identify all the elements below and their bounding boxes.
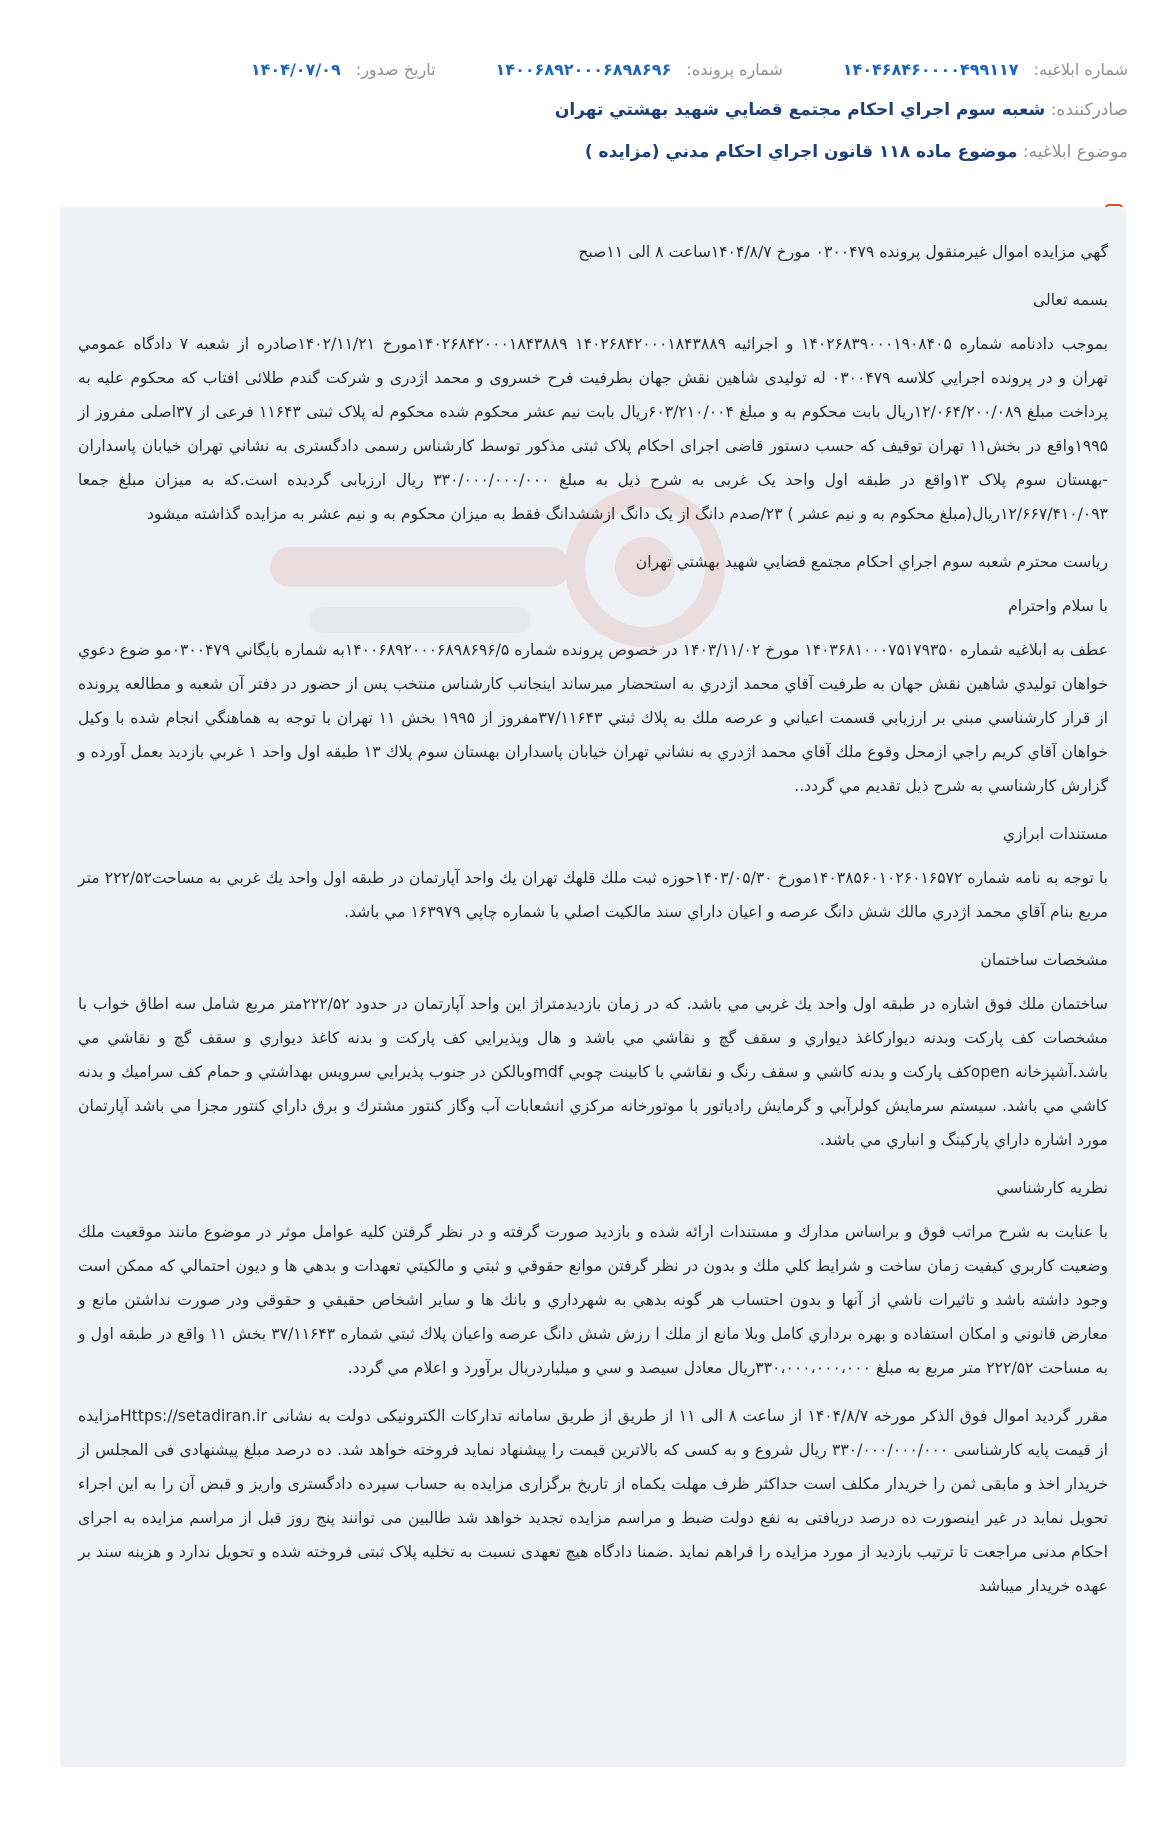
notice-body — [60, 207, 1126, 1767]
heading-expert-opinion: نظريه كارشناسي — [996, 1179, 1108, 1197]
paragraph-expert-opinion: با عنايت به شرح مراتب فوق و براساس مدارك و مستندات ارائه شده و بازديد صورت گرفته و در نظر گرفتن كليه عوامل موثر در موضوع مانند موقعيت ملك وضعيت كاربري كيفيت زمان ساخت و شرايط كلي ملك و بدون در نظر گرفتن موانع حقوقي و ثبتي و مالكيتي تعهدات و بدهي ها و ديون احتمالي كه ممكن است وجود داشته باشد و تاثيرات ناشي از آنها و بدون احتساب هر گونه بدهي به شهرداري و بانك ها و ساير اشخاص حقيقي و حقوقي ودر صورت نداشتن مانع و معارض قانوني و امكان استفاده و بهره برداري كامل وبلا مانع از ملك ا رزش شش دانگ عرصه واعيان پلاك ثبتي شماره ۳۷/۱۱۶۴۳ بخش ۱۱ واقع در طبقه اول و به مساحت ۲۲۲/۵۲ متر مربع به مبلغ ۳۳۰،۰۰۰،۰۰۰،۰۰۰ريال معادل سيصد و سي و ميلياردريال برآورد و اعلام مي گردد. — [78, 1223, 1109, 1377]
case-number-value: ۱۴۰۰۶۸۹۲۰۰۰۶۸۹۸۶۹۶ — [495, 59, 672, 79]
issuer-row — [555, 100, 1128, 120]
notice-meta-row — [38, 56, 1128, 82]
paragraph-greeting: با سلام واحترام — [1008, 597, 1108, 615]
paragraph-bismillah: بسمه تعالی — [1033, 291, 1108, 309]
issuer-label: صادرکننده: — [1050, 100, 1128, 120]
paragraph-auction-terms: مقرر گردید اموال فوق الذکر مورخه ۱۴۰۴/۸/۷ از ساعت ۸ الی ۱۱ از طریق از طریق سامانه تدارکات الکترونیکی دولت به نشانی Https://setadiran.irمزایده از قیمت پایه کارشناسی ۳۳۰/۰۰۰/۰۰۰/۰۰۰ ریال شروع و به کسی که بالاترین قیمت را پیشنهاد نماید فروخته خواهد شد. ده درصد مبلغ پیشنهادی فی المجلس از خریدار اخذ و مابقی ثمن را خریدار مکلف است حداکثر ظرف مهلت یکماه از تاریخ برگزاری مزایده به حساب سپرده دادگستری واریز و قبض آن را به این اجراء تحویل نماید در غیر اینصورت ده درصد دریافتی به نفع دولت ضبط و مراسم مزایده تجدید خواهد شد طالبین می توانند پنج روز قبل از مراسم مزایده به اجرای احکام مدنی مراجعت تا ترتیب بازدید از مورد مزایده را فراهم نماید .ضمنا دادگاه هیچ تعهدی نسبت به تخلیه پلاک ثبتی فروخته شده و تحویل ندارد و هزینه سند بر عهده خریدار میباشد — [78, 1407, 1109, 1595]
paragraph-documents: با توجه به نامه شماره ۱۴۰۳۸۵۶۰۱۰۲۶۰۱۶۵۷۲مورخ ۱۴۰۳/۰۵/۳۰حوزه ثبت ملك قلهك تهران يك واحد آپارتمان در طبقه اول واحد يك غربي به مساحت۲۲۲/۵۲ متر مربع بنام آقاي محمد اژدري مالك شش دانگ عرصه و اعيان داراي سند مالكيت اصلي با شماره چاپي ۱۶۳۹۷۹ مي باشد. — [78, 869, 1108, 921]
subject-row — [585, 142, 1128, 162]
notice-header — [0, 0, 1174, 210]
paragraph-building-specs: ساختمان ملك فوق اشاره در طبقه اول واحد يك غربي مي باشد. كه در زمان بازديدمتراژ اين واحد آپارتمان در حدود ۲۲۲/۵۲متر مربع شامل سه اطاق خواب با مشخصات كف پاركت وبدنه ديواركاغذ ديواري و سقف گچ و نقاشي مي باشد و هال وپذيرايي كف پاركت و بدنه كاغذ ديواري و سقف گچ و نقاشي مي باشد.آشپزخانه openكف پاركت و بدنه كاشي و سقف رنگ و نقاشي با كابينت چوبي mdfوبالكن در جنوب پذيرايي سرويس بهداشتي و حمام كف سراميك و بدنه كاشي مي باشد. سيستم سرمايش كولرآبي و گرمايش رادياتور با موتورخانه مركزي انشعابات آب وگاز كنتور مشترك و برق داراي كنتور مجزا مي باشد آپارتمان مورد اشاره داراي پاركينگ و انباري مي باشد. — [78, 995, 1108, 1149]
subject-label: موضوع ابلاغيه: — [1022, 142, 1128, 162]
notice-number-label: شماره ابلاغيه: — [1033, 59, 1128, 79]
subject-value: موضوع ماده ۱۱۸ قانون اجراي احكام مدني (مزايده ) — [584, 142, 1018, 162]
issue-date — [251, 60, 436, 79]
notice-number-value: ۱۴۰۴۶۸۴۶۰۰۰۰۴۹۹۱۱۷ — [842, 59, 1019, 79]
paragraph-expert-intro: عطف به ابلاغيه شماره ۱۴۰۳۶۸۱۰۰۰۷۵۱۷۹۳۵۰ مورخ ۱۴۰۳/۱۱/۰۲ در خصوص پرونده شماره ۱۴۰۰۶۸۹۲۰۰۰۶۸۹۸۶۹۶/۵به شماره بايگاني ۰۳۰۰۴۷۹مو ضوع دعوي خواهان توليدي شاهين نقش جهان به طرفيت آقاي محمد اژدري به استحضار ميرساند اينجانب كارشناس منتخب پس از حضور در دفتر آن شعبه و مطالعه پرونده از قرار كارشناسي مبني بر ارزيابي قسمت اعياني و عرصه ملك به پلاك ثبتي ۳۷/۱۱۶۴۳مفروز از ۱۹۹۵ بخش ۱۱ تهران با توجه به هماهنگي انجام شده با وكيل خواهان آقاي كريم راجي ازمحل وقوع ملك آقاي محمد اژدري به نشاني تهران خيابان پاسداران بهستان سوم پلاك ۱۳ طبقه اول واحد ۱ غربي بازديد بعمل آورده و گزارش كارشناسي به شرح ذيل تقديم مي گردد.. — [78, 641, 1109, 795]
heading-documents: مستندات ابرازي — [1002, 825, 1108, 843]
paragraph-addressee: رياست محترم شعبه سوم اجراي احكام مجتمع قضايي شهيد بهشتي تهران — [635, 553, 1108, 571]
issue-date-label: تاريخ صدور: — [355, 59, 436, 79]
notice-number — [843, 60, 1128, 79]
paragraph-auction-title: گهي مزايده اموال غيرمنقول پرونده ۰۳۰۰۴۷۹ مورخ ۱۴۰۴/۸/۷ساعت ۸ الی ۱۱صبح — [578, 243, 1108, 261]
case-number-label: شماره پرونده: — [686, 59, 783, 79]
heading-building-specs: مشخصات ساختمان — [980, 951, 1108, 969]
issuer-value: شعبه سوم اجراي احكام مجتمع قضايي شهيد بهشتي تهران — [554, 100, 1046, 120]
paragraph-judgment: بموجب دادنامه شماره ۱۴۰۲۶۸۳۹۰۰۰۱۹۰۸۴۰۵ و اجرائیه ۱۴۰۲۶۸۴۲۰۰۰۱۸۴۳۸۸۹ ۱۴۰۲۶۸۴۲۰۰۰۱۸۴۳۸۸۹مورخ ۱۴۰۲/۱۱/۲۱صادره از شعبه ۷ دادگاه عمومي تهران و در پرونده اجرايي کلاسه ۰۳۰۰۴۷۹ له تولیدی شاهین نقش جهان بطرفیت فرح خسروی و محمد اژدری و شرکت گندم طلائی افتاب که محکوم علیه به پرداخت مبلغ ۱۲/۰۶۴/۲۰۰/۰۸۹ریال بابت محکوم به و مبلغ ۶۰۳/۲۱۰/۰۰۴ریال بابت نیم عشر محکوم شده محکوم له پلاک ثبتی ۱۱۶۴۳ فرعی از ۳۷اصلی مفروز از ۱۹۹۵واقع در بخش۱۱ تهران توقیف که حسب دستور قاضی اجرای احکام پلاک ثبتی مذکور توسط کارشناس رسمی دادگستری به نشاني تهران خيابان پاسداران -بهستان سوم پلاک ۱۳واقع در طبقه اول واحد یک غربی به شرح ذیل به مبلغ ۳۳۰/۰۰۰/۰۰۰/۰۰۰ ريال ارزيابی گرديده است.که به میزان مبلغ جمعا ۱۲/۶۶۷/۴۱۰/۰۹۳ریال(مبلغ محکوم به و نیم عشر ) ۲۳/صدم دانگ از یک دانگ ازششدانگ فقط به میزان محکوم به و نیم عشر به مزایده گذاشته میشود — [78, 335, 1109, 523]
case-number — [496, 60, 783, 79]
issue-date-value: ۱۴۰۴/۰۷/۰۹ — [250, 59, 341, 79]
notice-content — [60, 207, 1126, 1637]
